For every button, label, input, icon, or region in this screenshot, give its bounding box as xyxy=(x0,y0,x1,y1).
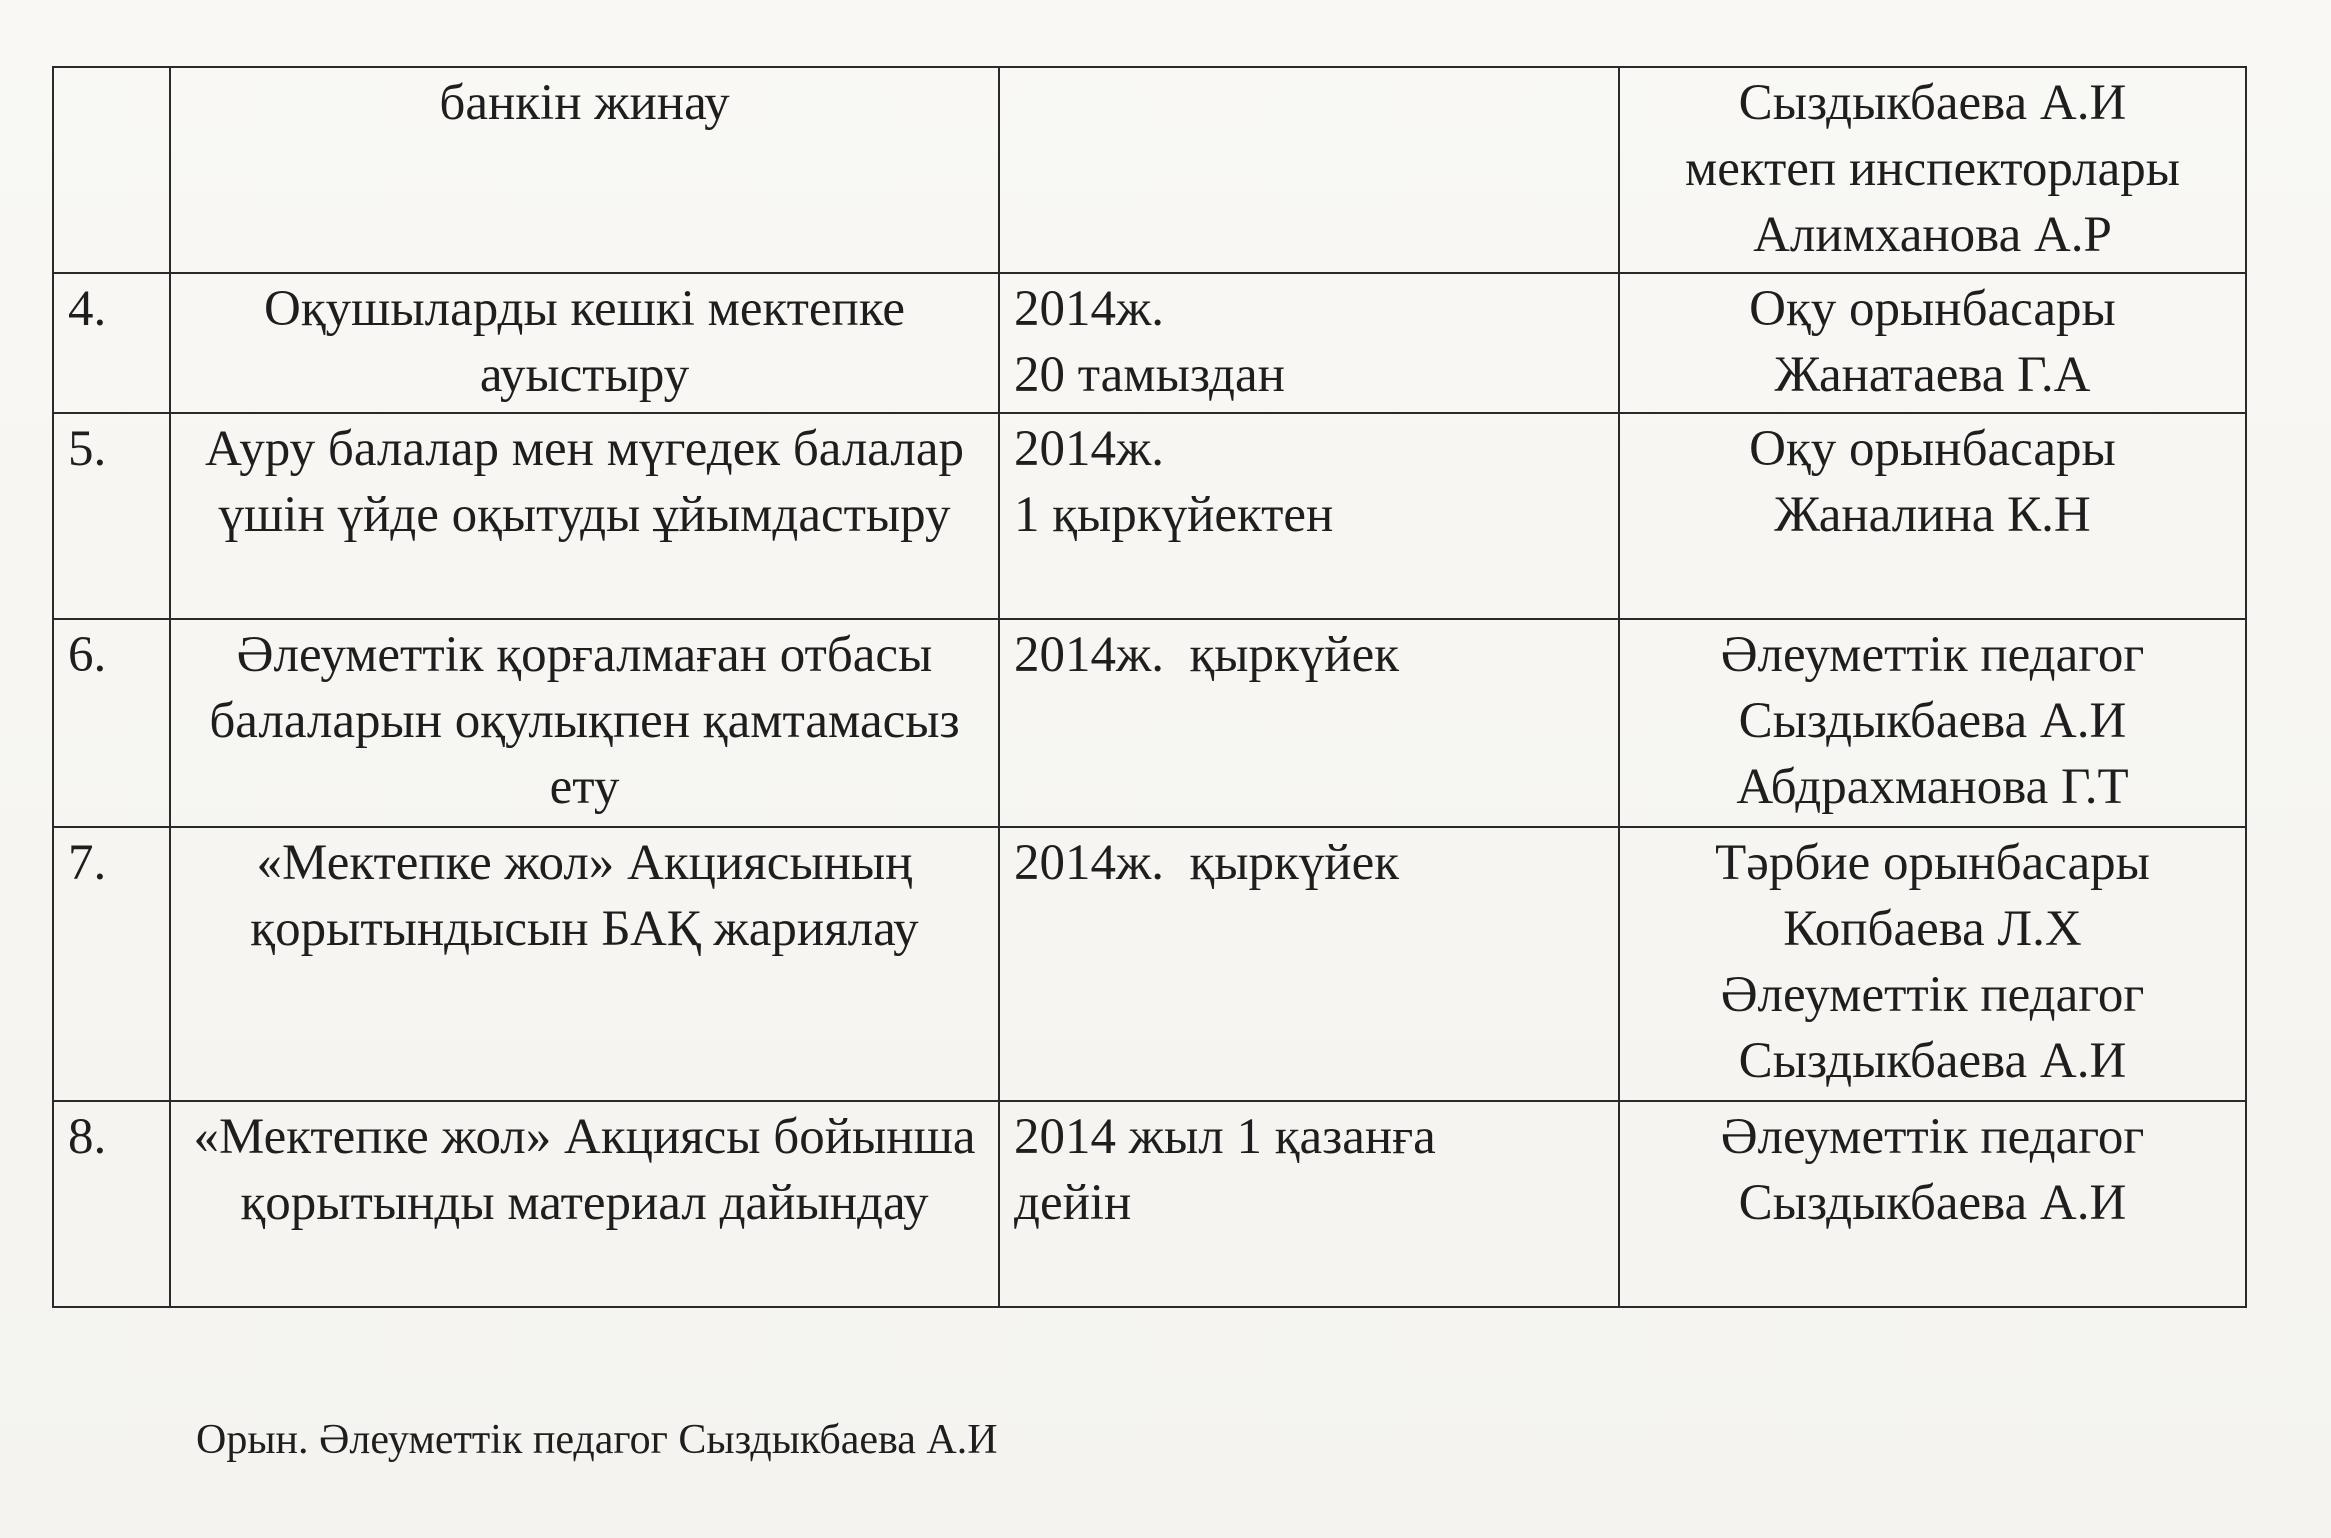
table-row xyxy=(53,619,2246,827)
date-cell xyxy=(999,619,1619,827)
responsible-cell xyxy=(1619,827,2246,1101)
event-cell: Ауру балалар мен мүгедек балалар үшін үйде оқытуды ұйымдастыру xyxy=(170,413,999,619)
responsible-line: Сыздыкбаева А.И xyxy=(1738,693,2127,749)
date-line: 2014ж. xyxy=(1014,281,1164,337)
row-number: 7. xyxy=(53,827,170,1101)
responsible-line: Алимханова А.Р xyxy=(1753,207,2112,263)
date-line: 2014ж. xyxy=(1014,421,1164,477)
date-line: 2014 жыл 1 қазанға xyxy=(1014,1109,1436,1165)
responsible-line: Копбаева Л.Х xyxy=(1783,901,2082,957)
responsible-cell xyxy=(1619,413,2246,619)
responsible-line: Сыздыкбаева А.И xyxy=(1738,1033,2127,1089)
table-row xyxy=(53,1101,2246,1307)
date-line: 2014ж. қыркүйек xyxy=(1014,835,1400,891)
row-number: 5. xyxy=(53,413,170,619)
table-row xyxy=(53,827,2246,1101)
responsible-line: Әлеуметтік педагог xyxy=(1720,627,2145,683)
row-number: 8. xyxy=(53,1101,170,1307)
row-number: 4. xyxy=(53,273,170,413)
responsible-line: Әлеуметтік педагог xyxy=(1720,1109,2145,1165)
responsible-cell xyxy=(1619,273,2246,413)
date-line: дейін xyxy=(1014,1175,1132,1231)
responsible-line: Абдрахманова Г.Т xyxy=(1736,759,2129,815)
table-row xyxy=(53,413,2246,619)
event-cell: Оқушыларды кешкі мектепке ауыстыру xyxy=(170,273,999,413)
responsible-cell xyxy=(1619,67,2246,273)
footer-signature: Орын. Әлеуметтік педагог Сыздыкбаева А.И xyxy=(196,1417,998,1463)
date-cell xyxy=(999,1101,1619,1307)
date-cell xyxy=(999,827,1619,1101)
responsible-line: Оқу орынбасары xyxy=(1749,281,2116,337)
event-cell: «Мектепке жол» Акциясының қорытындысын БАҚ жариялау xyxy=(170,827,999,1101)
event-cell: Әлеуметтік қорғалмаған отбасы балаларын оқулықпен қамтамасыз ету xyxy=(170,619,999,827)
date-line: 2014ж. қыркүйек xyxy=(1014,627,1400,683)
date-cell xyxy=(999,67,1619,273)
responsible-line: мектеп инспекторлары xyxy=(1684,141,2181,197)
event-cell: «Мектепке жол» Акциясы бойынша қорытынды материал дайындау xyxy=(170,1101,999,1307)
row-number: 6. xyxy=(53,619,170,827)
responsible-line: Жаналина К.Н xyxy=(1774,487,2091,543)
date-line: 1 қыркүйектен xyxy=(1014,487,1334,543)
responsible-line: Тәрбие орынбасары xyxy=(1715,835,2150,891)
date-cell xyxy=(999,413,1619,619)
responsible-line: Сыздыкбаева А.И xyxy=(1738,75,2127,131)
responsible-line: Сыздыкбаева А.И xyxy=(1738,1175,2127,1231)
event-cell: банкін жинау xyxy=(170,67,999,273)
table-row xyxy=(53,273,2246,413)
date-line: 20 тамыздан xyxy=(1014,347,1285,403)
responsible-line: Әлеуметтік педагог xyxy=(1720,967,2145,1023)
responsible-cell xyxy=(1619,1101,2246,1307)
table-row xyxy=(53,67,2246,273)
date-cell xyxy=(999,273,1619,413)
row-number xyxy=(53,67,170,273)
plan-table xyxy=(52,66,2247,1308)
responsible-line: Жанатаева Г.А xyxy=(1774,347,2091,403)
responsible-cell xyxy=(1619,619,2246,827)
responsible-line: Оқу орынбасары xyxy=(1749,421,2116,477)
